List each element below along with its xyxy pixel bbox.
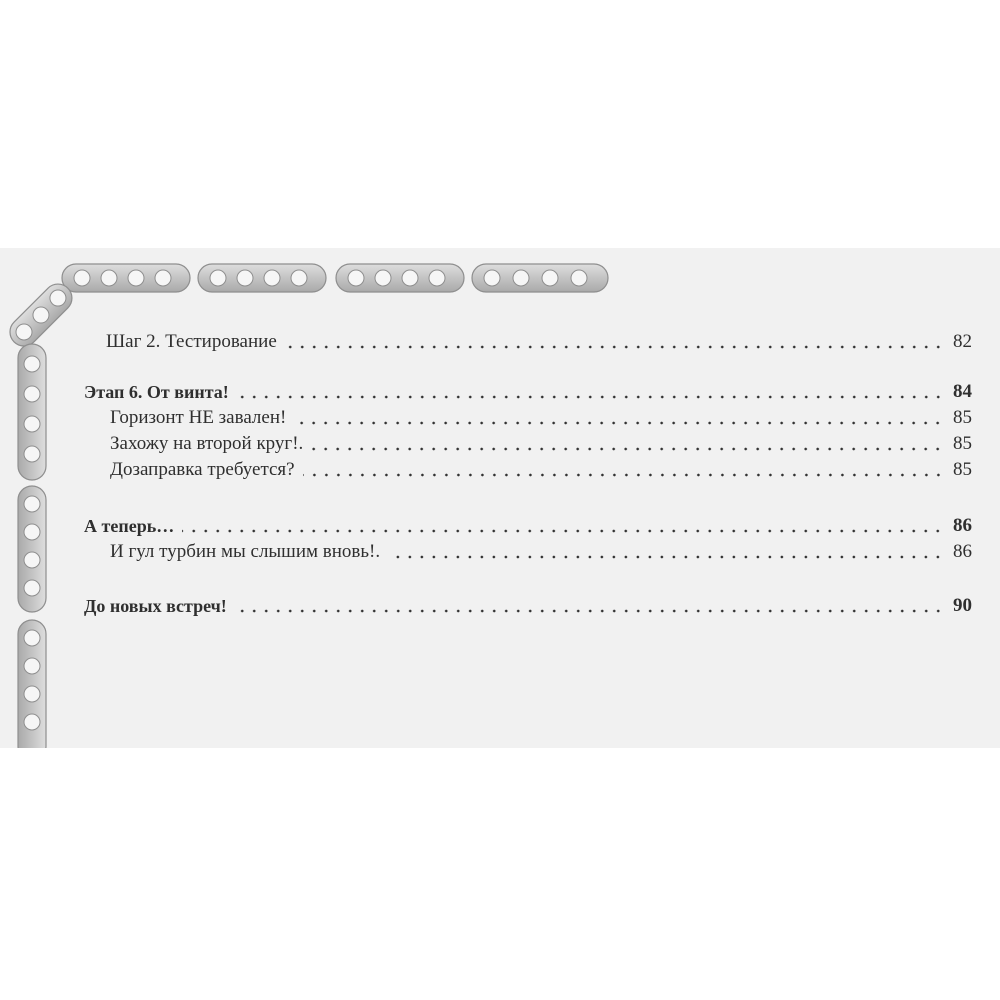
toc-leader-dots — [311, 447, 944, 451]
toc-leader-dots — [235, 609, 944, 613]
toc-entry-title: До новых встреч! — [84, 596, 227, 616]
toc-entry-and-now — [84, 512, 972, 538]
table-of-contents — [0, 248, 1000, 748]
toc-entry-page: 82 — [953, 331, 972, 352]
toc-entry-title: Этап 6. От винта! — [84, 382, 229, 402]
toc-entry-title: Горизонт НЕ завален! — [110, 407, 287, 428]
toc-entry-page: 85 — [953, 459, 972, 480]
toc-entry-title: Дозаправка требуется? — [110, 459, 295, 480]
toc-entry-page: 86 — [953, 541, 972, 562]
toc-entry-see-you — [84, 592, 972, 618]
book-page — [0, 248, 1000, 748]
toc-entry-title: Захожу на второй круг!. — [110, 433, 304, 454]
toc-entry-turbines — [110, 538, 972, 564]
toc-entry-title: Шаг 2. Тестирование — [106, 331, 277, 352]
toc-entry-page: 86 — [953, 515, 972, 536]
toc-entry-page: 84 — [953, 381, 972, 402]
toc-entry-refueling — [110, 456, 972, 482]
toc-leader-dots — [182, 529, 944, 533]
toc-leader-dots — [303, 473, 944, 477]
toc-entry-title: А теперь… — [84, 516, 175, 536]
toc-entry-step-2-testing — [106, 328, 972, 354]
toc-leader-dots — [237, 395, 944, 399]
toc-entry-page: 90 — [953, 595, 972, 616]
toc-entry-second-circle — [110, 430, 972, 456]
toc-entry-page: 85 — [953, 407, 972, 428]
toc-entry-horizon — [110, 404, 972, 430]
toc-entry-title: И гул турбин мы слышим вновь!. — [110, 541, 381, 562]
toc-leader-dots — [285, 345, 944, 349]
toc-leader-dots — [388, 555, 944, 559]
toc-entry-stage-6 — [84, 378, 972, 404]
toc-entry-page: 85 — [953, 433, 972, 454]
toc-leader-dots — [294, 421, 944, 425]
